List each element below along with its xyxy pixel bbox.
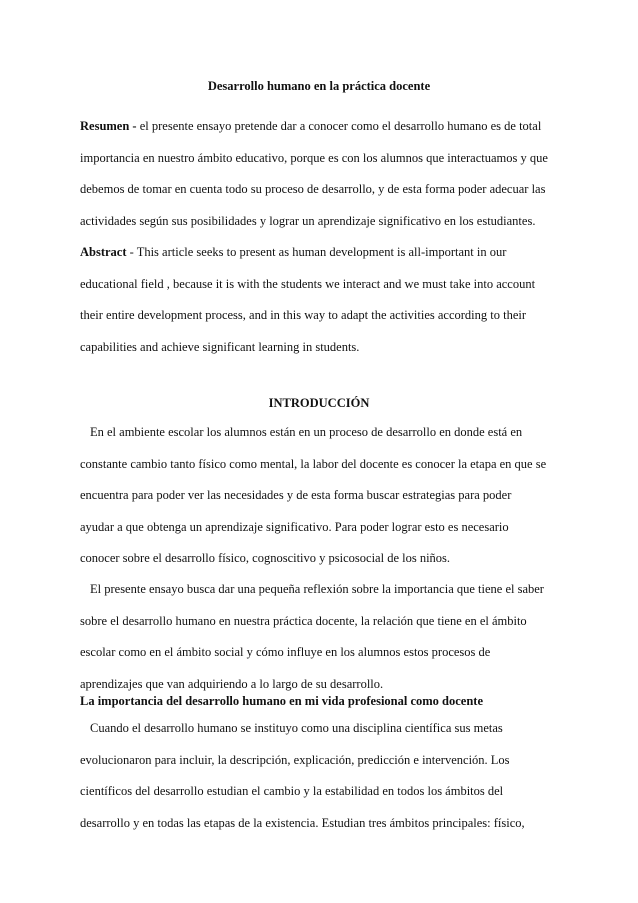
abstract-line: their entire development process, and in this way to adapt the activities according to their — [80, 308, 527, 322]
intro-line: ayudar a que obtenga un aprendizaje significativo. Para poder lograr esto es necesario — [80, 519, 509, 534]
abstract-line: educational field , because it is with the students we interact and we must take into account — [80, 276, 536, 291]
intro-line: conocer sobre el desarrollo físico, cognoscitivo y psicosocial de los niños. — [80, 551, 451, 565]
resumen-text: el presente ensayo pretende dar a conocer como el desarrollo humano es de total — [136, 119, 542, 133]
intro-line: El presente ensayo busca dar una pequeña reflexión sobre la importancia que tiene el saber — [90, 582, 544, 596]
intro-line: escolar como en el ámbito social y cómo influye en los alumnos estos procesos de — [80, 645, 491, 659]
abstract-text: - This article seeks to present as human development is all-important in our — [126, 245, 507, 259]
document-title: Desarrollo humano en la práctica docente — [207, 79, 431, 93]
introduccion-paragraph-1 — [80, 417, 570, 575]
abstract-line — [80, 237, 570, 269]
resumen-label: Resumen - — [80, 119, 137, 133]
intro-line: En el ambiente escolar los alumnos están en un proceso de desarrollo en donde está en — [90, 425, 523, 439]
resumen-line — [80, 111, 570, 143]
importancia-line: Cuando el desarrollo humano se instituyo como una disciplina científica sus metas — [90, 721, 503, 735]
importancia-line: científicos del desarrollo estudian el cambio y la estabilidad en todos los ámbitos del — [80, 784, 504, 798]
importancia-line: desarrollo y en todas las etapas de la existencia. Estudian tres ámbitos principales: físico, — [80, 815, 525, 830]
resumen-line: debemos de tomar en cuenta todo su proceso de desarrollo, y de esta forma poder adecuar las — [80, 182, 546, 196]
importancia-line: evolucionaron para incluir, la descripción, explicación, predicción e intervención. Los — [80, 752, 510, 767]
importancia-paragraph — [80, 713, 570, 839]
resumen-line: importancia en nuestro ámbito educativo, porque es con los alumnos que interactuamos y que — [80, 150, 548, 165]
introduccion-paragraph-2 — [80, 574, 570, 700]
intro-line: encuentra para poder ver las necesidades y de esta forma buscar estrategias para poder — [80, 488, 512, 502]
resumen-paragraph — [80, 111, 570, 237]
abstract-paragraph — [80, 237, 570, 363]
intro-line: constante cambio tanto físico como mental, la labor del docente es conocer la etapa en que se — [80, 456, 547, 471]
importancia-heading: La importancia del desarrollo humano en mi vida profesional como docente — [80, 694, 484, 708]
intro-line: sobre el desarrollo humano en nuestra práctica docente, la relación que tiene en el ámbito — [80, 613, 527, 628]
intro-line: aprendizajes que van adquiriendo a lo largo de su desarrollo. — [80, 676, 384, 691]
introduccion-heading: INTRODUCCIÓN — [268, 396, 370, 410]
abstract-line: capabilities and achieve significant learning in students. — [80, 339, 360, 354]
resumen-line: actividades según sus posibilidades y lograr un aprendizaje significativo en los estudiantes. — [80, 213, 536, 228]
abstract-label: Abstract — [80, 245, 127, 259]
